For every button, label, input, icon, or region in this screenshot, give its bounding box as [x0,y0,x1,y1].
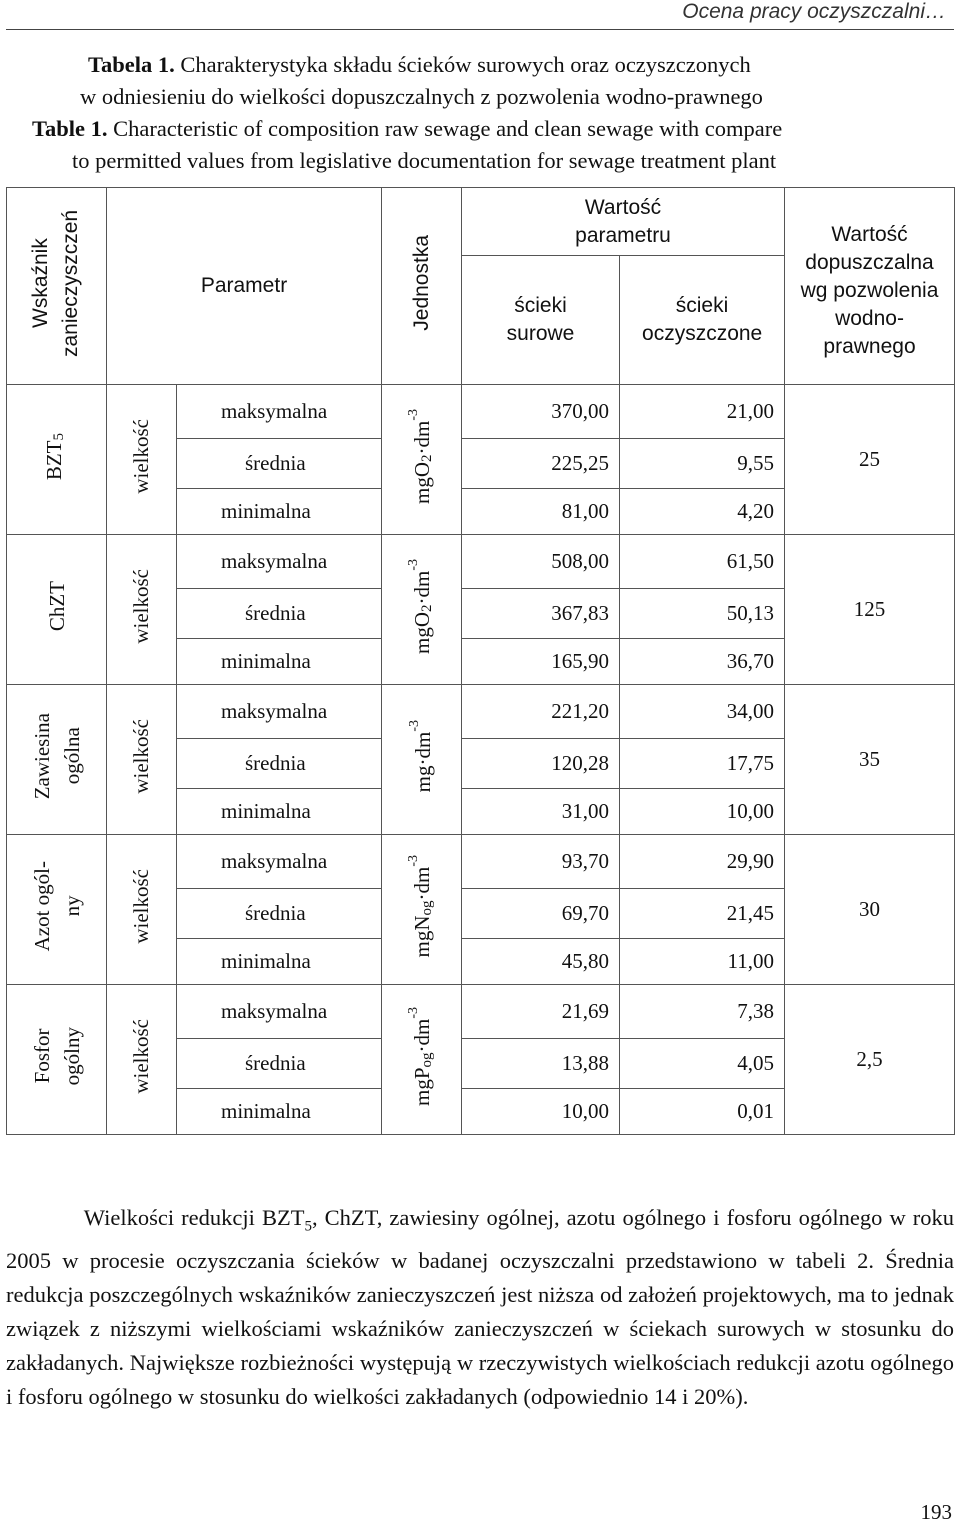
treated-value-cell: 10,00 [620,789,785,835]
table-row [7,685,955,739]
permitted-value-cell: 35 [785,685,955,835]
raw-value-cell: 508,00 [462,535,620,589]
body-paragraph [6,1201,954,1414]
unit-cell: $mgO_2\cdot dm^{-3}$ [382,385,462,535]
raw-value-cell: 13,88 [462,1039,620,1089]
table-row [7,385,955,439]
header-value: Wartość parametru [462,188,785,256]
indicator-cell: Zawiesina ogólna [7,685,107,835]
raw-value-cell: 165,90 [462,639,620,685]
header-indicator: Wskaźnik zanieczyszczeń [7,188,107,385]
parameter-cell: maksymalna [177,685,382,739]
data-table [6,187,955,1135]
raw-value-cell: 367,83 [462,589,620,639]
indicator-cell: ChZT [7,535,107,685]
treated-value-cell: 50,13 [620,589,785,639]
parameter-cell: średnia [177,739,382,789]
indicator-cell: Azot ogól- ny [7,835,107,985]
running-head: Ocena pracy oczyszczalni… [682,0,946,23]
unit-cell: $mgN_{og}\cdot dm^{-3}$ [382,835,462,985]
treated-value-cell: 4,05 [620,1039,785,1089]
header-raw: ścieki surowe [462,256,620,385]
measure-cell: wielkość [107,385,177,535]
treated-value-cell: 29,90 [620,835,785,889]
paragraph-text-rest: , ChZT, zawiesiny ogólnej, azotu ogólnego i fosforu ogólnego w roku 2005 w procesie oczyszczania ścieków w badanej oczyszczalni przedstawiono w tabeli 2. Średnia redukcja poszczególnych wskaźników zanieczyszczeń jest niższa od założeń projektowych, ma to jednak związek z niższymi wielkościami wskaźników zanieczyszczeń w ściekach surowych w stosunku do zakładanych. Największe rozbieżności występują w rzeczywistych wielkościach redukcji azotu ogólnego i fosforu ogólnego w stosunku do wielkości zakładanych (odpowiednio 14 i 20%). [6,1205,955,1409]
caption-en-text1: Characteristic of composition raw sewage and clean sewage with compare [107,116,783,141]
table-row [7,535,955,589]
parameter-cell: minimalna [177,489,382,535]
caption-pl-label: Tabela 1. [88,52,175,77]
raw-value-cell: 81,00 [462,489,620,535]
unit-cell: $mgP_{og}\cdot dm^{-3}$ [382,985,462,1135]
permitted-value-cell: 125 [785,535,955,685]
raw-value-cell: 221,20 [462,685,620,739]
header-parameter: Parametr [107,188,382,385]
raw-value-cell: 45,80 [462,939,620,985]
caption-pl-line2: w odniesieniu do wielkości dopuszczalnych z pozwolenia wodno-prawnego [80,84,763,109]
unit-cell: $mg\cdot dm^{-3}$ [382,685,462,835]
treated-value-cell: 61,50 [620,535,785,589]
treated-value-cell: 4,20 [620,489,785,535]
parameter-cell: minimalna [177,639,382,685]
permitted-value-cell: 30 [785,835,955,985]
caption-en-line2: to permitted values from legislative documentation for sewage treatment plant [72,148,777,173]
caption-en-line1 [32,113,782,145]
raw-value-cell: 370,00 [462,385,620,439]
raw-value-cell: 225,25 [462,439,620,489]
raw-value-cell: 31,00 [462,789,620,835]
treated-value-cell: 36,70 [620,639,785,685]
paragraph-subscript: 5 [304,1218,312,1235]
measure-cell: wielkość [107,835,177,985]
raw-value-cell: 69,70 [462,889,620,939]
raw-value-cell: 10,00 [462,1089,620,1135]
measure-cell: wielkość [107,985,177,1135]
treated-value-cell: 0,01 [620,1089,785,1135]
parameter-cell: średnia [177,439,382,489]
raw-value-cell: 120,28 [462,739,620,789]
parameter-cell: maksymalna [177,535,382,589]
parameter-cell: średnia [177,589,382,639]
header-rule [6,29,954,30]
treated-value-cell: 21,45 [620,889,785,939]
permitted-value-cell: 25 [785,385,955,535]
caption-en-label: Table 1. [32,116,108,141]
caption-pl-line1 [88,49,751,81]
measure-cell: wielkość [107,535,177,685]
parameter-cell: minimalna [177,939,382,985]
header-permitted: Wartość dopuszczalna wg pozwolenia wodno-prawnego [785,188,955,385]
indicator-cell: $BZT_5$ [7,385,107,535]
treated-value-cell: 21,00 [620,385,785,439]
parameter-cell: średnia [177,889,382,939]
parameter-cell: maksymalna [177,985,382,1039]
raw-value-cell: 21,69 [462,985,620,1039]
page-number: 193 [920,1500,952,1524]
treated-value-cell: 7,38 [620,985,785,1039]
header-treated: ścieki oczyszczone [620,256,785,385]
treated-value-cell: 9,55 [620,439,785,489]
parameter-cell: minimalna [177,1089,382,1135]
treated-value-cell: 34,00 [620,685,785,739]
parameter-cell: maksymalna [177,835,382,889]
caption-pl-text1: Charakterystyka składu ścieków surowych oraz oczyszczonych [174,52,751,77]
header-unit: Jednostka [382,188,462,385]
table-row [7,835,955,889]
parameter-cell: maksymalna [177,385,382,439]
parameter-cell: średnia [177,1039,382,1089]
permitted-value-cell: 2,5 [785,985,955,1135]
treated-value-cell: 17,75 [620,739,785,789]
indicator-cell: Fosfor ogólny [7,985,107,1135]
paragraph-text-start: Wielkości redukcji BZT [83,1205,305,1230]
treated-value-cell: 11,00 [620,939,785,985]
parameter-cell: minimalna [177,789,382,835]
measure-cell: wielkość [107,685,177,835]
table-row [7,985,955,1039]
unit-cell: $mgO_2\cdot dm^{-3}$ [382,535,462,685]
raw-value-cell: 93,70 [462,835,620,889]
